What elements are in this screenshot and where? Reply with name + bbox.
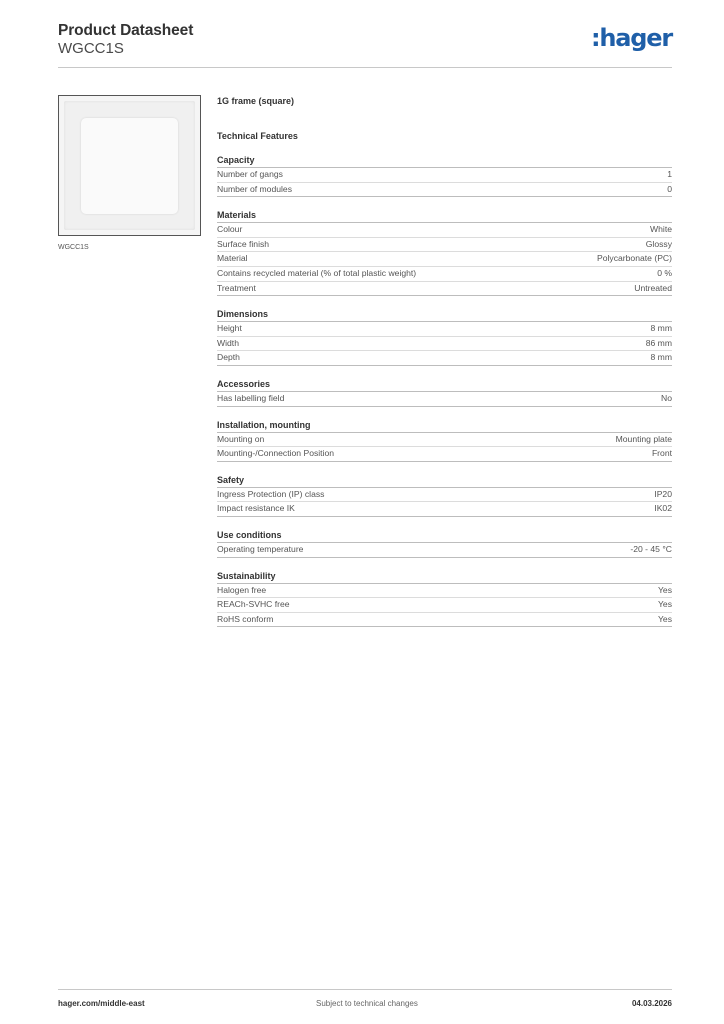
feature-row	[217, 252, 672, 267]
feature-label: Treatment	[217, 282, 256, 293]
document-title: Product Datasheet	[58, 22, 194, 39]
feature-row	[217, 183, 672, 198]
feature-label: Has labelling field	[217, 392, 285, 403]
group-title: Materials	[217, 209, 672, 223]
feature-row	[217, 238, 672, 253]
feature-label: REACh-SVHC free	[217, 599, 290, 610]
feature-label: RoHS conform	[217, 613, 274, 624]
feature-row	[217, 488, 672, 503]
feature-value: No	[661, 392, 672, 403]
feature-value: 86 mm	[645, 337, 672, 348]
feature-group	[217, 419, 672, 462]
feature-row	[217, 168, 672, 183]
feature-value: Front	[651, 448, 672, 459]
feature-row	[217, 598, 672, 613]
feature-row	[217, 267, 672, 282]
technical-features-heading: Technical Features	[217, 131, 298, 141]
feature-label: Mounting on	[217, 433, 265, 444]
feature-group	[217, 529, 672, 558]
feature-label: Contains recycled material (% of total plastic weight)	[217, 267, 417, 278]
feature-value: 8 mm	[650, 352, 672, 363]
feature-label: Halogen free	[217, 584, 267, 595]
feature-label: Height	[217, 323, 242, 334]
group-title: Sustainability	[217, 570, 672, 584]
group-title: Use conditions	[217, 529, 672, 543]
feature-value: 0 %	[657, 267, 672, 278]
feature-group	[217, 570, 672, 628]
feature-label: Operating temperature	[217, 543, 304, 554]
feature-value: Yes	[657, 599, 672, 610]
frame-inner	[81, 118, 178, 214]
group-title: Dimensions	[217, 308, 672, 322]
feature-group	[217, 308, 672, 366]
feature-value: Untreated	[634, 282, 672, 293]
feature-value: White	[650, 224, 672, 235]
feature-value: Yes	[657, 613, 672, 624]
feature-value: 1	[667, 169, 672, 179]
feature-value: 8 mm	[650, 323, 672, 334]
feature-value: IK02	[654, 503, 672, 514]
feature-label: Impact resistance IK	[217, 503, 295, 514]
page-footer	[58, 989, 672, 1013]
feature-row	[217, 502, 672, 517]
feature-value: Polycarbonate (PC)	[597, 253, 672, 264]
feature-label: Number of modules	[217, 183, 292, 194]
group-title: Accessories	[217, 378, 672, 392]
feature-value: Glossy	[645, 238, 672, 249]
feature-groups	[217, 154, 672, 627]
feature-row	[217, 613, 672, 628]
group-title: Safety	[217, 474, 672, 488]
feature-row	[217, 433, 672, 448]
feature-row	[217, 584, 672, 599]
feature-group	[217, 209, 672, 296]
footer-website: hager.com/middle-east	[58, 999, 145, 1008]
feature-group	[217, 154, 672, 197]
product-image	[58, 95, 201, 236]
feature-label: Surface finish	[217, 238, 270, 249]
feature-row	[217, 447, 672, 462]
feature-value: IP20	[654, 488, 672, 499]
image-caption: WGCC1S	[58, 244, 89, 251]
footer-date: 04.03.2026	[631, 999, 672, 1008]
feature-group	[217, 474, 672, 517]
feature-row	[217, 223, 672, 238]
footer-notice: Subject to technical changes	[316, 999, 418, 1008]
feature-group	[217, 378, 672, 407]
group-title: Installation, mounting	[217, 419, 672, 433]
feature-label: Material	[217, 253, 248, 264]
feature-value: 0	[667, 183, 672, 194]
feature-label: Width	[217, 337, 239, 348]
feature-value: -20 - 45 °C	[630, 543, 672, 554]
feature-row	[217, 282, 672, 297]
feature-value: Mounting plate	[615, 433, 672, 444]
technical-content	[217, 95, 672, 627]
feature-label: Mounting-/Connection Position	[217, 448, 335, 459]
feature-row	[217, 351, 672, 366]
feature-label: Depth	[217, 352, 240, 363]
hager-logo: :hager	[591, 24, 672, 52]
feature-value: Yes	[657, 584, 672, 595]
product-code: WGCC1S	[58, 40, 124, 57]
feature-row	[217, 337, 672, 352]
feature-row	[217, 392, 672, 407]
feature-row	[217, 543, 672, 558]
feature-label: Ingress Protection (IP) class	[217, 488, 325, 499]
product-name: 1G frame (square)	[217, 96, 295, 106]
feature-label: Number of gangs	[217, 169, 283, 179]
page-header	[58, 22, 672, 68]
feature-label: Colour	[217, 224, 243, 235]
feature-row	[217, 322, 672, 337]
group-title: Capacity	[217, 154, 672, 168]
